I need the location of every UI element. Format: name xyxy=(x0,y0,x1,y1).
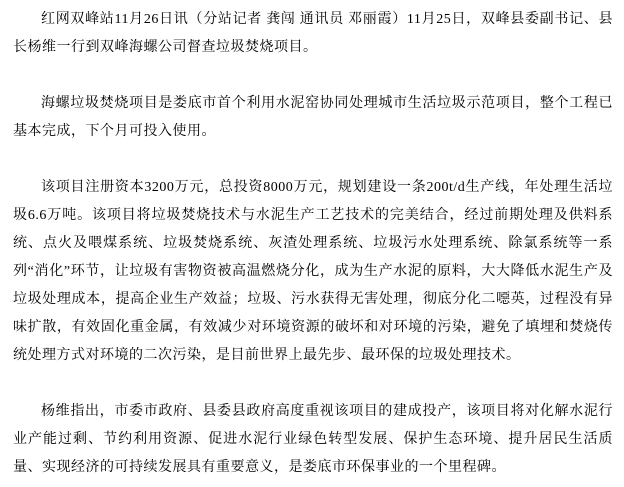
article-paragraph-official-remarks: 杨维指出，市委市政府、县委县政府高度重视该项目的建成投产，该项目将对化解水泥行业产能过剩、节约利用资源、促进水泥行业绿色转型发展、保护生态环境、提升居民生活质量、实现经济的可持续发展具有重要意义，是娄底市环保事业的一个里程碑。 xyxy=(13,404,613,475)
article-paragraph-lede: 红网双峰站11月26日讯（分站记者 龚闯 通讯员 邓丽霞）11月25日，双峰县委副书记、县长杨维一行到双峰海螺公司督查垃圾焚烧项目。 xyxy=(13,12,613,55)
article-paragraph-project-details: 该项目注册资本3200万元，总投资8000万元，规划建设一条200t/d生产线，年处理生活垃圾6.6万吨。该项目将垃圾焚烧技术与水泥生产工艺技术的完美结合，经过前期处理及供料系统、点火及喂煤系统、垃圾焚烧系统、灰渣处理系统、垃圾污水处理系统、除氯系统等一系列“消化”环节，让垃圾有害物资被高温燃烧分化，成为生产水泥的原料，大大降低水泥生产及垃圾处理成本，提高企业生产效益；垃圾、污水获得无害处理，彻底分化二噁英，过程没有异味扩散，有效固化重金属，有效减少对环境资源的破坏和对环境的污染，避免了填埋和焚烧传统处理方式对环境的二次污染，是目前世界上最先步、最环保的垃圾处理技术。 xyxy=(13,180,613,363)
article-paragraph-project-status: 海螺垃圾焚烧项目是娄底市首个利用水泥窑协同处理城市生活垃圾示范项目，整个工程已基本完成，下个月可投入使用。 xyxy=(13,96,613,139)
